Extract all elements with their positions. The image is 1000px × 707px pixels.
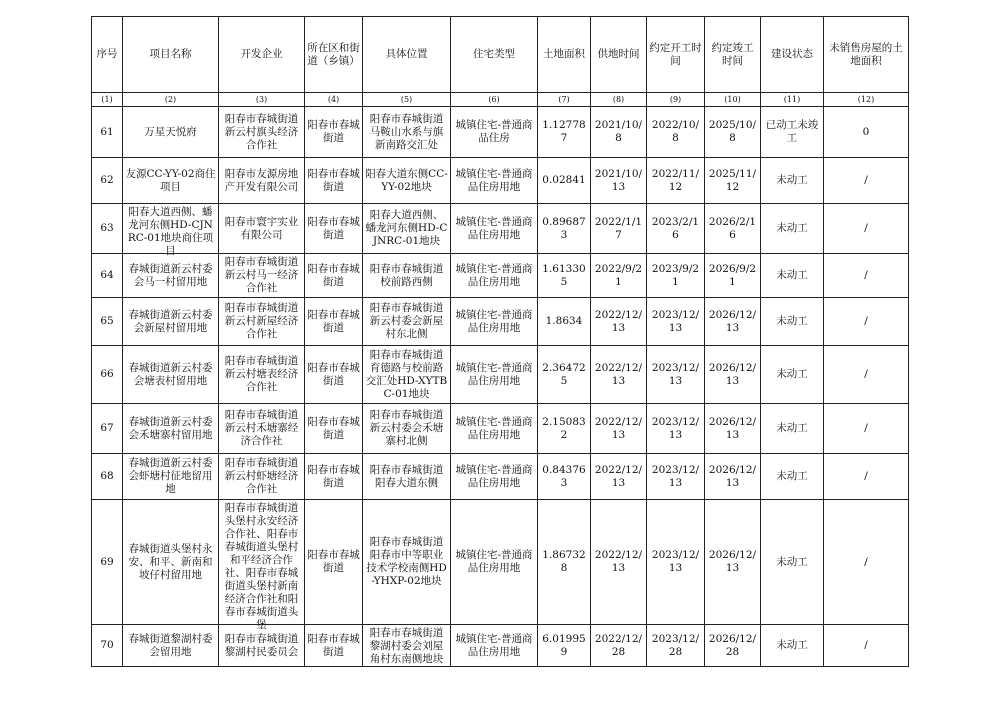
column-index-row [92, 93, 909, 107]
housing-type: 城镇住宅-普通商品住房用地 [455, 215, 533, 241]
project-name-cell [123, 158, 219, 204]
land-area: 1.867328 [542, 549, 586, 574]
completion-date: 2026/12/13 [708, 308, 757, 334]
district-cell [305, 298, 363, 346]
completion-date-cell [705, 204, 761, 254]
district-cell [305, 204, 363, 254]
land-area-cell [538, 158, 591, 204]
table-row [92, 454, 909, 500]
table-row [92, 204, 909, 254]
construction-status-cell [761, 404, 824, 454]
construction-status-cell [761, 500, 824, 625]
row-number-cell [92, 204, 123, 254]
location-cell [363, 107, 451, 158]
location: 阳春市春城街道育德路与校前路交汇处HD-XYTBC-01地块 [365, 348, 448, 400]
project-name-cell [123, 404, 219, 454]
row-number: 61 [100, 125, 114, 138]
district-cell [305, 254, 363, 298]
developer: 阳春市春城街道头堡村永安经济合作社、阳春市春城街道头堡村和平经济合作社、阳春市春城街道头堡村新南经济合作社和阳春市春城街道头堡 [224, 501, 299, 631]
completion-date: 2026/12/13 [708, 415, 757, 441]
location: 阳春市春城街道阳春市中等职业技术学校南侧HD-YHXP-02地块 [366, 536, 447, 587]
row-number-cell [92, 625, 123, 667]
housing-type-cell [451, 404, 538, 454]
location-cell [363, 158, 451, 204]
table-row [92, 500, 909, 625]
table-row [92, 625, 909, 667]
completion-date-cell [705, 404, 761, 454]
land-area-cell [538, 500, 591, 625]
completion-date: 2026/12/13 [708, 361, 757, 387]
header-cell: 土地面积 [538, 17, 591, 93]
district-cell [305, 454, 363, 500]
unsold-land-area-cell [824, 404, 909, 454]
location: 阳春大道东侧CC-YY-02地块 [365, 167, 448, 193]
developer-cell [219, 346, 305, 404]
start-date-cell [647, 158, 705, 204]
developer: 阳春市春城街道新云村塘表经济合作社 [224, 355, 299, 393]
housing-type: 城镇住宅-普通商品住房用地 [455, 167, 533, 193]
start-date: 2023/12/13 [651, 361, 700, 387]
supply-date: 2022/1/17 [594, 215, 643, 241]
header-row [92, 17, 909, 93]
header-cell: 所在区和街道（乡镇） [305, 17, 363, 93]
completion-date-cell [705, 158, 761, 204]
project-name: 春城街道新云村委会虾塘村征地留用地 [128, 457, 213, 495]
row-number-cell [92, 158, 123, 204]
land-area: 0.02841 [542, 174, 586, 186]
construction-status: 未动工 [776, 269, 808, 281]
completion-date-cell [705, 500, 761, 625]
project-name-cell [123, 298, 219, 346]
start-date-cell [647, 500, 705, 625]
supply-date: 2022/9/21 [594, 262, 643, 288]
project-name-cell [123, 625, 219, 667]
location: 阳春市春城街道黎湖村委会刘屋角村东南侧地块 [369, 626, 444, 665]
district: 阳春市春城街道 [307, 119, 360, 144]
supply-date-cell [591, 404, 647, 454]
construction-status-cell [761, 254, 824, 298]
construction-status-cell [761, 454, 824, 500]
completion-date: 2026/2/16 [708, 215, 757, 241]
supply-date-cell [591, 625, 647, 667]
developer: 阳春市春城街道黎湖村民委员会 [224, 632, 299, 658]
supply-date-cell [591, 500, 647, 625]
housing-type-cell [451, 204, 538, 254]
start-date-cell [647, 254, 705, 298]
land-supply-table [91, 16, 909, 667]
column-index: (7) [538, 93, 591, 107]
construction-status: 未动工 [776, 422, 808, 434]
row-number: 67 [100, 422, 114, 434]
developer-cell [219, 298, 305, 346]
supply-date: 2022/12/13 [594, 549, 643, 574]
header-cell: 未销售房屋的土地面积 [824, 17, 909, 93]
project-name: 万星天悦府 [144, 125, 197, 138]
construction-status-cell [761, 158, 824, 204]
start-date: 2023/9/21 [651, 262, 700, 288]
project-name: 春城街道头堡村永安、和平、新南和坡仔村留用地 [128, 542, 213, 581]
district: 阳春市春城街道 [307, 361, 360, 387]
location-cell [363, 454, 451, 500]
supply-date: 2021/10/13 [594, 167, 643, 193]
developer: 阳春市春城街道新云村虾塘经济合作社 [224, 457, 299, 495]
housing-type-cell [451, 254, 538, 298]
district: 阳春市春城街道 [307, 549, 360, 574]
project-name: 友源CC-YY-02商住项目 [125, 167, 216, 193]
district-cell [305, 107, 363, 158]
developer-cell [219, 454, 305, 500]
unsold-land-area-cell [824, 158, 909, 204]
header-cell: 供地时间 [591, 17, 647, 93]
table-row [92, 107, 909, 158]
row-number: 68 [100, 470, 114, 482]
supply-date: 2021/10/8 [594, 119, 643, 144]
row-number: 64 [100, 269, 114, 281]
developer: 阳春市友源房地产开发有限公司 [224, 167, 299, 193]
location: 阳春市春城街道校前路西侧 [369, 262, 444, 288]
project-name-cell [123, 254, 219, 298]
supply-date: 2022/12/13 [594, 308, 643, 334]
district-cell [305, 404, 363, 454]
start-date-cell [647, 298, 705, 346]
start-date: 2023/12/28 [651, 632, 700, 658]
developer-cell [219, 404, 305, 454]
completion-date: 2026/9/21 [708, 262, 757, 288]
project-name-cell [123, 204, 219, 257]
completion-date-cell [705, 298, 761, 346]
housing-type: 城镇住宅-普通商品住房用地 [455, 632, 533, 658]
district: 阳春市春城街道 [307, 215, 360, 241]
housing-type: 城镇住宅-普通商品住房用地 [455, 415, 533, 441]
column-index: (5) [363, 93, 451, 107]
land-area-cell [538, 454, 591, 500]
developer: 阳春市春城街道新云村马一经济合作社 [224, 256, 299, 294]
location: 阳春市春城街道阳春大道东侧 [369, 463, 444, 489]
start-date: 2023/12/13 [651, 308, 700, 334]
construction-status-cell [761, 298, 824, 346]
district: 阳春市春城街道 [307, 632, 360, 658]
location-cell [363, 625, 451, 667]
header-cell: 具体位置 [363, 17, 451, 93]
construction-status-cell [761, 625, 824, 667]
project-name: 春城街道新云村委会禾塘寨村留用地 [128, 415, 213, 441]
start-date: 2023/2/16 [651, 215, 700, 241]
column-index: (8) [591, 93, 647, 107]
location-cell [363, 298, 451, 346]
unsold-land-area-cell [824, 625, 909, 667]
supply-date-cell [591, 254, 647, 298]
construction-status-cell [761, 204, 824, 254]
land-area-cell [538, 298, 591, 346]
district: 阳春市春城街道 [307, 308, 360, 334]
land-area: 2.364725 [542, 361, 586, 387]
completion-date-cell [705, 254, 761, 298]
housing-type: 城镇住宅-普通商品住房用地 [455, 308, 533, 334]
completion-date: 2025/11/12 [708, 167, 757, 193]
table-row [92, 298, 909, 346]
unsold-land-area-cell [824, 298, 909, 346]
start-date: 2023/12/13 [651, 549, 700, 574]
start-date-cell [647, 346, 705, 404]
row-number-cell [92, 500, 123, 625]
supply-date-cell [591, 346, 647, 404]
land-area: 0.896873 [542, 215, 586, 241]
column-index: (12) [824, 93, 909, 107]
completion-date-cell [705, 625, 761, 667]
column-index: (6) [451, 93, 538, 107]
district-cell [305, 346, 363, 404]
row-number: 63 [100, 222, 114, 234]
land-area: 0.843763 [542, 463, 586, 489]
table-row [92, 346, 909, 404]
start-date-cell [647, 404, 705, 454]
start-date-cell [647, 204, 705, 254]
unsold-land-area-cell [824, 346, 909, 404]
supply-date-cell [591, 204, 647, 254]
land-area-cell [538, 404, 591, 454]
header-cell: 项目名称 [123, 17, 219, 93]
completion-date-cell [705, 454, 761, 500]
unsold-land-area: / [864, 639, 868, 651]
developer-cell [219, 254, 305, 298]
construction-status-cell [761, 107, 824, 158]
project-name-cell [123, 500, 219, 625]
project-name-cell [123, 346, 219, 404]
column-index: (3) [219, 93, 305, 107]
unsold-land-area-cell [824, 107, 909, 158]
project-name: 春城街道新云村委会塘表村留用地 [128, 361, 213, 387]
table-row [92, 158, 909, 204]
project-name-cell [123, 454, 219, 500]
construction-status: 未动工 [776, 222, 808, 234]
land-area-cell [538, 204, 591, 254]
location: 阳春大道西侧、蟠龙河东侧HD-CJNRC-01地块 [365, 209, 448, 247]
location-cell [363, 500, 451, 625]
land-area: 1.8634 [545, 315, 583, 327]
completion-date: 2026/12/28 [708, 632, 757, 658]
construction-status-cell [761, 346, 824, 404]
column-index: (2) [123, 93, 219, 107]
completion-date: 2026/12/13 [708, 463, 757, 489]
housing-type: 城镇住宅-普通商品住房用地 [455, 463, 533, 489]
unsold-land-area-cell [824, 500, 909, 625]
completion-date: 2025/10/8 [708, 119, 757, 144]
row-number-cell [92, 404, 123, 454]
row-number-cell [92, 454, 123, 500]
housing-type-cell [451, 107, 538, 158]
row-number: 65 [100, 315, 114, 327]
column-index: (4) [305, 93, 363, 107]
start-date-cell [647, 107, 705, 158]
row-number: 62 [100, 174, 114, 186]
district: 阳春市春城街道 [307, 167, 360, 193]
location: 阳春市春城街道新云村委会新屋村东北侧 [369, 302, 444, 340]
developer: 阳春市春城街道新云村新屋经济合作社 [224, 302, 299, 340]
supply-date-cell [591, 298, 647, 346]
land-area-cell [538, 625, 591, 667]
housing-type: 城镇住宅-普通商品住房用地 [455, 361, 533, 387]
unsold-land-area: / [864, 422, 868, 434]
construction-status: 未动工 [776, 368, 808, 380]
project-name: 春城街道黎湖村委会留用地 [128, 632, 213, 658]
unsold-land-area: / [864, 368, 868, 380]
construction-status: 未动工 [776, 315, 808, 327]
district-cell [305, 500, 363, 625]
row-number-cell [92, 298, 123, 346]
location-cell [363, 254, 451, 298]
housing-type: 城镇住宅-普通商品住房用地 [455, 262, 533, 288]
row-number: 69 [100, 555, 114, 568]
location-cell [363, 346, 451, 404]
header-cell: 住宅类型 [451, 17, 538, 93]
location: 阳春市春城街道新云村委会禾塘寨村北侧 [369, 409, 444, 447]
construction-status: 未动工 [776, 470, 808, 482]
row-number-cell [92, 254, 123, 298]
unsold-land-area-cell [824, 254, 909, 298]
housing-type-cell [451, 625, 538, 667]
start-date-cell [647, 454, 705, 500]
unsold-land-area: / [864, 222, 868, 234]
start-date: 2022/10/8 [651, 119, 700, 144]
unsold-land-area: / [864, 315, 868, 327]
unsold-land-area: / [864, 174, 868, 186]
project-name-cell [123, 107, 219, 158]
construction-status: 已动工未竣工 [765, 119, 819, 144]
header-cell: 序号 [92, 17, 123, 93]
column-index: (10) [705, 93, 761, 107]
completion-date-cell [705, 107, 761, 158]
supply-date: 2022/12/13 [594, 361, 643, 387]
land-area: 1.613305 [542, 262, 586, 288]
supply-date-cell [591, 454, 647, 500]
housing-type-cell [451, 298, 538, 346]
district: 阳春市春城街道 [307, 415, 360, 441]
row-number: 70 [100, 639, 114, 651]
land-area: 2.150832 [542, 415, 586, 441]
housing-type-cell [451, 500, 538, 625]
start-date: 2023/12/13 [651, 463, 700, 489]
start-date: 2022/11/12 [651, 167, 700, 193]
column-index: (1) [92, 93, 123, 107]
project-name: 春城街道新云村委会新屋村留用地 [128, 308, 213, 334]
housing-type: 城镇住宅-普通商品住房 [455, 119, 533, 144]
housing-type: 城镇住宅-普通商品住房用地 [455, 549, 533, 574]
district: 阳春市春城街道 [307, 262, 360, 288]
housing-type-cell [451, 454, 538, 500]
column-index: (11) [761, 93, 824, 107]
unsold-land-area: 0 [862, 125, 870, 138]
completion-date-cell [705, 346, 761, 404]
land-area: 6.019959 [542, 632, 586, 658]
completion-date: 2026/12/13 [708, 549, 757, 574]
column-index: (9) [647, 93, 705, 107]
district: 阳春市春城街道 [307, 463, 360, 489]
table-row [92, 254, 909, 298]
table-row [92, 404, 909, 454]
unsold-land-area: / [864, 269, 868, 281]
construction-status: 未动工 [776, 639, 808, 651]
supply-date-cell [591, 107, 647, 158]
location-cell [363, 404, 451, 454]
header-cell: 约定竣工时间 [705, 17, 761, 93]
row-number-cell [92, 346, 123, 404]
land-area-cell [538, 107, 591, 158]
location: 阳春市春城街道马鞍山水系与旗新南路交汇处 [369, 112, 444, 151]
location-cell [363, 204, 451, 254]
district-cell [305, 158, 363, 204]
land-area-cell [538, 346, 591, 404]
developer: 阳春市春城街道新云村禾塘寨经济合作社 [224, 409, 299, 447]
district-cell [305, 625, 363, 667]
construction-status: 未动工 [776, 174, 808, 186]
supply-date: 2022/12/28 [594, 632, 643, 658]
unsold-land-area: / [864, 470, 868, 482]
start-date-cell [647, 625, 705, 667]
developer-cell [219, 500, 305, 631]
developer: 阳春市寰宇实业有限公司 [224, 215, 299, 241]
unsold-land-area-cell [824, 454, 909, 500]
supply-date: 2022/12/13 [594, 463, 643, 489]
row-number: 66 [100, 368, 114, 380]
construction-status: 未动工 [776, 555, 808, 568]
supply-date: 2022/12/13 [594, 415, 643, 441]
housing-type-cell [451, 346, 538, 404]
project-name: 春城街道新云村委会马一村留用地 [128, 262, 213, 288]
unsold-land-area: / [864, 555, 868, 568]
land-area: 1.127787 [542, 119, 586, 144]
project-name: 阳春大道西侧、蟠龙河东侧HD-CJNRC-01地块商住项目 [127, 205, 214, 257]
unsold-land-area-cell [824, 204, 909, 254]
developer-cell [219, 107, 305, 158]
land-area-cell [538, 254, 591, 298]
developer-cell [219, 204, 305, 254]
header-cell: 开发企业 [219, 17, 305, 93]
housing-type-cell [451, 158, 538, 204]
header-cell: 建设状态 [761, 17, 824, 93]
developer-cell [219, 158, 305, 204]
header-cell: 约定开工时间 [647, 17, 705, 93]
start-date: 2023/12/13 [651, 415, 700, 441]
row-number-cell [92, 107, 123, 158]
developer: 阳春市春城街道新云村旗头经济合作社 [224, 112, 299, 151]
supply-date-cell [591, 158, 647, 204]
